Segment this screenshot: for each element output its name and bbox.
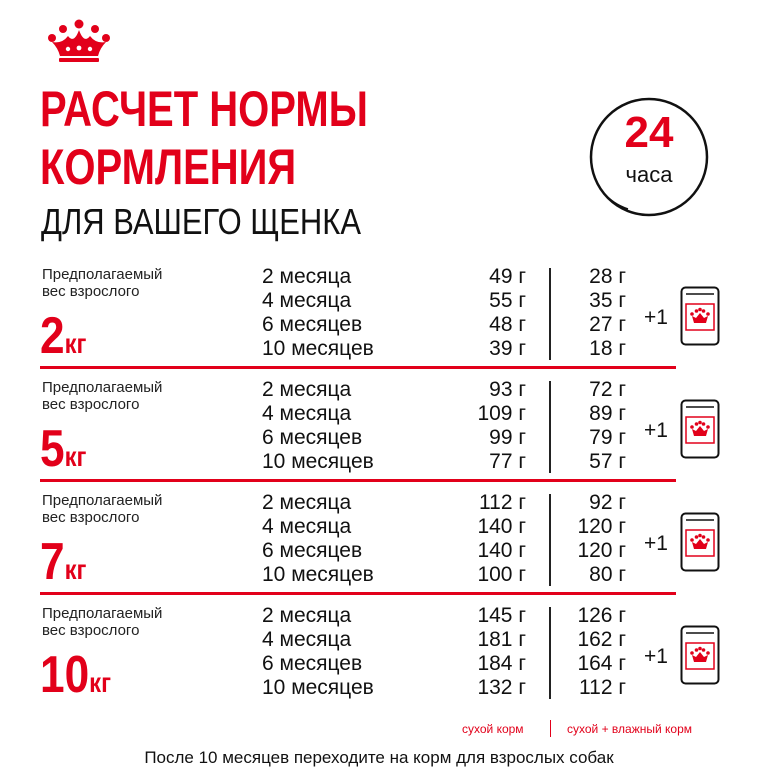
age-cell: 10 месяцев (262, 337, 374, 360)
group-separator (40, 366, 676, 369)
dry-cell: 145 г (477, 604, 526, 627)
mix-cell: 89 г (589, 402, 626, 425)
dry-cell: 181 г (477, 628, 526, 651)
dry-cell: 77 г (489, 450, 526, 473)
dry-cell: 140 г (477, 539, 526, 562)
column-divider (549, 494, 551, 586)
title-line-2: КОРМЛЕНИЯ (40, 139, 297, 195)
mix-cell: 79 г (589, 426, 626, 449)
weight-unit: кг (64, 554, 87, 585)
mix-cell: 18 г (589, 337, 626, 360)
age-cell: 4 месяца (262, 402, 352, 425)
weight-number: 10 (40, 646, 90, 704)
plus-one-label: +1 (644, 306, 668, 329)
plus-one-label: +1 (644, 532, 668, 555)
age-cell: 6 месяцев (262, 539, 363, 562)
weight-group (0, 377, 758, 490)
table-row (0, 604, 758, 628)
mix-cell: 164 г (577, 652, 626, 675)
age-cell: 4 месяца (262, 289, 352, 312)
dry-cell: 112 г (479, 491, 526, 514)
wet-food-pouch-icon (680, 286, 720, 346)
wet-food-pouch-icon (680, 625, 720, 685)
dry-cell: 93 г (489, 378, 526, 401)
age-cell: 4 месяца (262, 515, 352, 538)
mix-cell: 120 г (577, 539, 626, 562)
dry-cell: 184 г (477, 652, 526, 675)
weight-label-line-2: вес взрослого (42, 396, 140, 413)
wet-food-pouch-icon (680, 512, 720, 572)
group-separator (40, 479, 676, 482)
crown-icon (44, 18, 114, 64)
dry-cell: 132 г (477, 676, 526, 699)
weight-group (0, 490, 758, 603)
age-cell: 10 месяцев (262, 676, 374, 699)
age-cell: 4 месяца (262, 628, 352, 651)
page-title (40, 80, 368, 196)
plus-one-label: +1 (644, 419, 668, 442)
weight-label-line-2: вес взрослого (42, 509, 140, 526)
age-cell: 2 месяца (262, 491, 352, 514)
plus-one-label: +1 (644, 645, 668, 668)
group-separator (40, 592, 676, 595)
mix-cell: 35 г (589, 289, 626, 312)
page-subtitle: ДЛЯ ВАШЕГО ЩЕНКА (41, 201, 361, 242)
badge-number: 24 (624, 108, 674, 157)
dry-cell: 109 г (477, 402, 526, 425)
weight-group (0, 603, 758, 716)
table-row (0, 337, 758, 361)
dry-cell: 140 г (477, 515, 526, 538)
weight-label-line-1: Предполагаемый (42, 492, 163, 509)
weight-number: 7 (40, 533, 65, 591)
weight-label-line-2: вес взрослого (42, 622, 140, 639)
mix-cell: 72 г (589, 378, 626, 401)
footer-note: После 10 месяцев переходите на корм для взрослых собак (144, 748, 614, 767)
mix-cell: 27 г (589, 313, 626, 336)
weight-label-line-1: Предполагаемый (42, 605, 163, 622)
age-cell: 10 месяцев (262, 450, 374, 473)
mix-cell: 126 г (577, 604, 626, 627)
age-cell: 10 месяцев (262, 563, 374, 586)
age-cell: 2 месяца (262, 378, 352, 401)
weight-label-line-1: Предполагаемый (42, 266, 163, 283)
age-cell: 2 месяца (262, 604, 352, 627)
hours-badge (588, 96, 710, 218)
mix-cell: 28 г (589, 265, 626, 288)
legend-dry-wet-food: сухой + влажный корм (567, 722, 692, 736)
mix-cell: 120 г (577, 515, 626, 538)
table-row (0, 450, 758, 474)
wet-food-pouch-icon (680, 399, 720, 459)
mix-cell: 80 г (589, 563, 626, 586)
weight-number: 5 (40, 420, 65, 478)
legend-divider (550, 720, 551, 737)
weight-unit: кг (64, 441, 87, 472)
dry-cell: 39 г (489, 337, 526, 360)
dry-cell: 99 г (489, 426, 526, 449)
weight-label-line-1: Предполагаемый (42, 379, 163, 396)
weight-group (0, 264, 758, 377)
weight-number: 2 (40, 307, 65, 365)
age-cell: 6 месяцев (262, 652, 363, 675)
age-cell: 2 месяца (262, 265, 352, 288)
column-divider (549, 268, 551, 360)
weight-label-line-2: вес взрослого (42, 283, 140, 300)
mix-cell: 162 г (577, 628, 626, 651)
age-cell: 6 месяцев (262, 426, 363, 449)
age-cell: 6 месяцев (262, 313, 363, 336)
title-line-1: РАСЧЕТ НОРМЫ (40, 81, 368, 137)
dry-cell: 48 г (489, 313, 526, 336)
column-divider (549, 381, 551, 473)
badge-unit: часа (625, 162, 673, 187)
dry-cell: 100 г (477, 563, 526, 586)
table-row (0, 265, 758, 289)
dry-cell: 55 г (489, 289, 526, 312)
weight-unit: кг (89, 667, 112, 698)
table-row (0, 491, 758, 515)
table-row (0, 676, 758, 700)
mix-cell: 57 г (589, 450, 626, 473)
dry-cell: 49 г (489, 265, 526, 288)
mix-cell: 112 г (579, 676, 626, 699)
mix-cell: 92 г (589, 491, 626, 514)
column-divider (549, 607, 551, 699)
table-row (0, 378, 758, 402)
legend-dry-food: сухой корм (462, 722, 524, 736)
weight-unit: кг (64, 328, 87, 359)
table-row (0, 563, 758, 587)
